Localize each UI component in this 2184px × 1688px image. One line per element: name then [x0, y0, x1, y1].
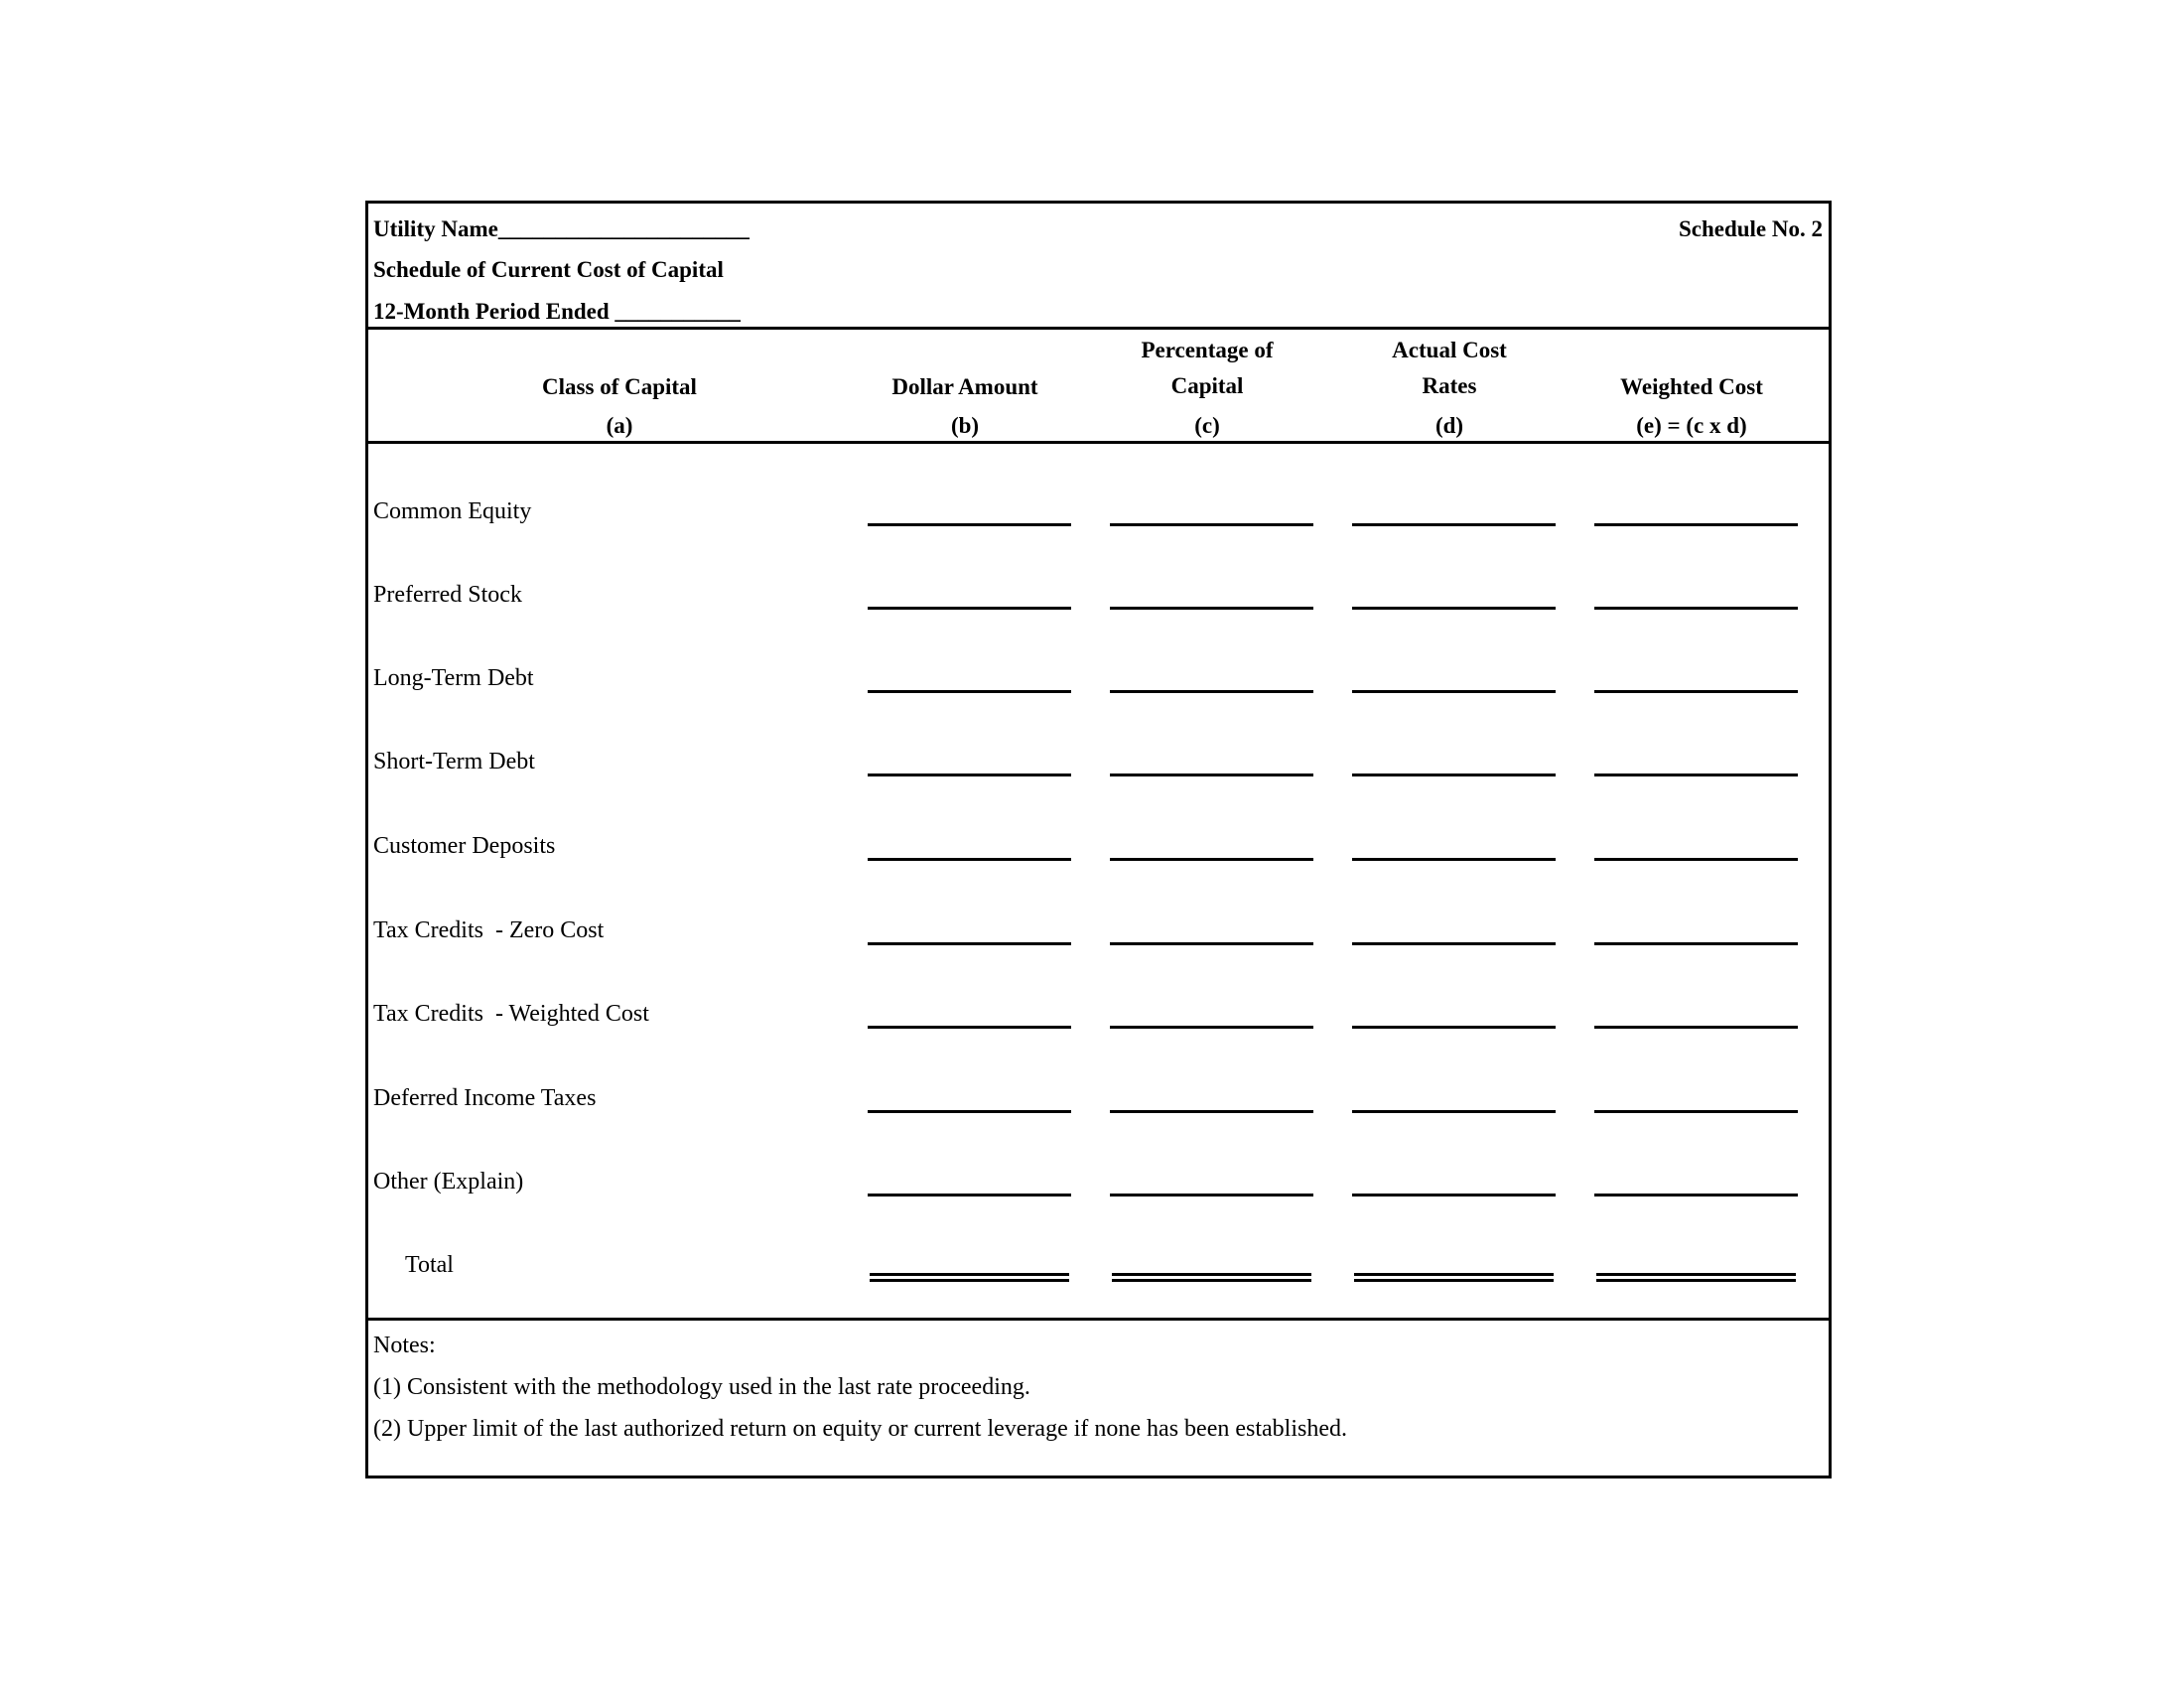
entry-blank-dollar-amount[interactable] [868, 1026, 1071, 1029]
entry-blank-dollar-amount[interactable] [868, 942, 1071, 945]
column-header-weighted-cost: Weighted Cost [1620, 374, 1763, 399]
entry-blank-percentage-of-capital[interactable] [1110, 858, 1313, 861]
notes-heading: Notes: [373, 1333, 436, 1358]
total-blank-dollar-amount[interactable] [870, 1273, 1069, 1282]
row-label: Long-Term Debt [373, 665, 534, 691]
entry-blank-percentage-of-capital[interactable] [1110, 690, 1313, 693]
entry-blank-actual-cost-rates[interactable] [1352, 523, 1556, 526]
row-label: Tax Credits - Weighted Cost [373, 1001, 649, 1027]
column-header-dollar-amount: Dollar Amount [891, 374, 1038, 399]
row-label: Tax Credits - Zero Cost [373, 917, 605, 943]
column-letter-dollar-amount: (b) [950, 413, 980, 438]
utility-name-field[interactable]: Utility Name______________________ [373, 216, 750, 241]
entry-blank-dollar-amount[interactable] [868, 858, 1071, 861]
row-label: Customer Deposits [373, 833, 556, 859]
column-header-actual-cost-rates: Actual Cost Rates [1392, 338, 1507, 398]
total-blank-percentage-of-capital[interactable] [1112, 1273, 1311, 1282]
column-header-percentage-of-capital: Percentage of Capital [1141, 338, 1274, 398]
column-header-divider [368, 441, 1829, 444]
entry-blank-weighted-cost[interactable] [1594, 942, 1798, 945]
column-letter-percentage-of-capital: (c) [1194, 413, 1220, 438]
entry-blank-percentage-of-capital[interactable] [1110, 1110, 1313, 1113]
notes-divider [368, 1318, 1829, 1321]
entry-blank-weighted-cost[interactable] [1594, 1026, 1798, 1029]
row-label: Short-Term Debt [373, 749, 535, 774]
note-1: (1) Consistent with the methodology used in the last rate proceeding. [373, 1374, 1030, 1400]
header-divider [368, 327, 1829, 330]
entry-blank-weighted-cost[interactable] [1594, 1194, 1798, 1196]
entry-blank-dollar-amount[interactable] [868, 690, 1071, 693]
row-label: Common Equity [373, 498, 532, 524]
row-label: Deferred Income Taxes [373, 1085, 597, 1111]
entry-blank-actual-cost-rates[interactable] [1352, 774, 1556, 776]
entry-blank-weighted-cost[interactable] [1594, 523, 1798, 526]
total-blank-actual-cost-rates[interactable] [1354, 1273, 1554, 1282]
entry-blank-weighted-cost[interactable] [1594, 858, 1798, 861]
entry-blank-percentage-of-capital[interactable] [1110, 1026, 1313, 1029]
entry-blank-weighted-cost[interactable] [1594, 774, 1798, 776]
schedule-title: Schedule of Current Cost of Capital [373, 257, 724, 282]
entry-blank-actual-cost-rates[interactable] [1352, 1110, 1556, 1113]
total-label: Total [405, 1252, 454, 1278]
entry-blank-dollar-amount[interactable] [868, 774, 1071, 776]
column-header-class-of-capital: Class of Capital [542, 374, 697, 399]
entry-blank-dollar-amount[interactable] [868, 1110, 1071, 1113]
entry-blank-actual-cost-rates[interactable] [1352, 858, 1556, 861]
entry-blank-actual-cost-rates[interactable] [1352, 690, 1556, 693]
entry-blank-dollar-amount[interactable] [868, 523, 1071, 526]
entry-blank-percentage-of-capital[interactable] [1110, 607, 1313, 610]
entry-blank-percentage-of-capital[interactable] [1110, 1194, 1313, 1196]
entry-blank-actual-cost-rates[interactable] [1352, 942, 1556, 945]
entry-blank-actual-cost-rates[interactable] [1352, 607, 1556, 610]
note-2: (2) Upper limit of the last authorized return on equity or current leverage if none has been established. [373, 1416, 1347, 1442]
entry-blank-weighted-cost[interactable] [1594, 1110, 1798, 1113]
entry-blank-percentage-of-capital[interactable] [1110, 942, 1313, 945]
entry-blank-weighted-cost[interactable] [1594, 690, 1798, 693]
schedule-form [365, 201, 1832, 1478]
column-letter-weighted-cost: (e) = (c x d) [1636, 413, 1747, 438]
column-letter-actual-cost-rates: (d) [1434, 413, 1464, 438]
entry-blank-actual-cost-rates[interactable] [1352, 1026, 1556, 1029]
entry-blank-percentage-of-capital[interactable] [1110, 523, 1313, 526]
column-letter-class-of-capital: (a) [606, 413, 633, 438]
entry-blank-percentage-of-capital[interactable] [1110, 774, 1313, 776]
period-ended-field[interactable]: 12-Month Period Ended ___________ [373, 299, 741, 324]
entry-blank-dollar-amount[interactable] [868, 607, 1071, 610]
total-blank-weighted-cost[interactable] [1596, 1273, 1796, 1282]
row-label: Preferred Stock [373, 582, 522, 608]
entry-blank-dollar-amount[interactable] [868, 1194, 1071, 1196]
entry-blank-weighted-cost[interactable] [1594, 607, 1798, 610]
row-label: Other (Explain) [373, 1169, 524, 1195]
schedule-number: Schedule No. 2 [1678, 216, 1823, 241]
entry-blank-actual-cost-rates[interactable] [1352, 1194, 1556, 1196]
